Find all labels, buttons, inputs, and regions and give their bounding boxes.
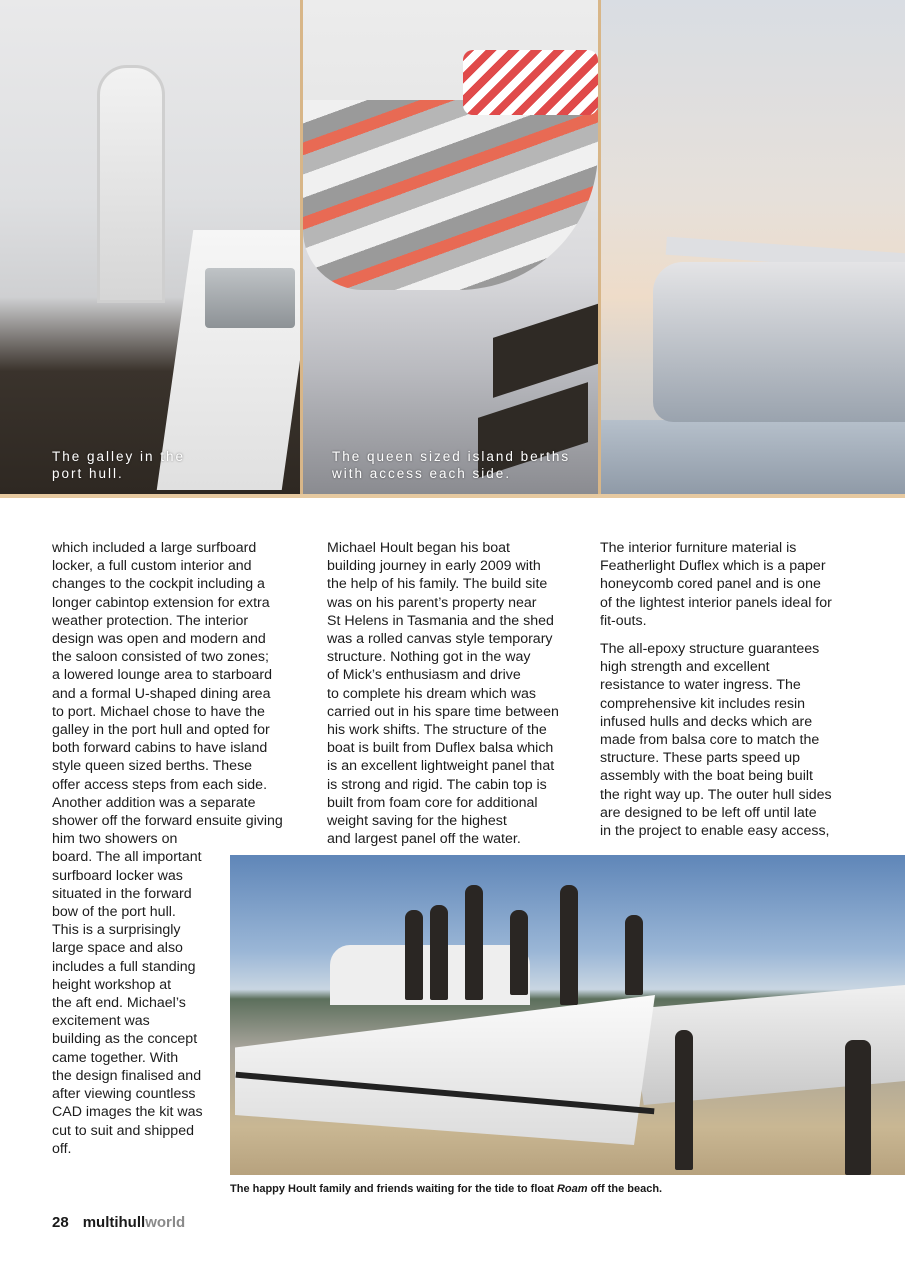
text-line: galley in the port hull and opted for xyxy=(52,722,270,739)
text-line: bow of the port hull. xyxy=(52,904,176,921)
person xyxy=(845,1040,871,1175)
text-line: to complete his dream which was xyxy=(327,685,536,702)
text-line: This is a surprisingly xyxy=(52,922,181,939)
text-line: built from foam core for additional xyxy=(327,794,538,811)
text-line: offer access steps from each side. xyxy=(52,776,268,793)
family-catamaran-photo xyxy=(230,855,905,1175)
text-line: The interior furniture material is xyxy=(600,540,797,556)
text-line: came together. With xyxy=(52,1049,179,1066)
paragraph xyxy=(600,539,832,630)
caption-text: off the beach. xyxy=(587,1183,663,1195)
text-line: was on his parent’s property near xyxy=(327,594,537,611)
text-line: building as the concept xyxy=(52,1031,198,1048)
paragraph xyxy=(327,539,559,848)
page-number: 28 xyxy=(52,1214,69,1231)
brand-bold: multihull xyxy=(82,1214,146,1231)
text-line: which included a large surfboard xyxy=(52,540,257,556)
text-line: both forward cabins to have island xyxy=(52,740,268,757)
text-line: to port. Michael chose to have the xyxy=(52,703,265,720)
caption-line: port hull. xyxy=(52,466,124,481)
text-line: building journey in early 2009 with xyxy=(327,558,541,575)
caption-text: The happy Hoult family and friends waiting for the tide to float xyxy=(230,1183,557,1195)
photo-frame-bottom xyxy=(0,494,905,498)
text-line: and a formal U-shaped dining area xyxy=(52,685,271,702)
galley-caption xyxy=(52,448,185,482)
text-line: shower off the forward ensuite giving xyxy=(52,813,283,830)
text-line: is an excellent lightweight panel that xyxy=(327,758,555,775)
text-line: surfboard locker was xyxy=(52,867,183,884)
catamaran-sunset-photo xyxy=(601,0,905,495)
text-line: changes to the cockpit including a xyxy=(52,576,265,593)
text-line: weather protection. The interior xyxy=(52,612,249,629)
text-line: honeycomb cored panel and is one xyxy=(600,576,821,593)
person xyxy=(675,1030,693,1170)
text-line: made from balsa core to match the xyxy=(600,732,820,749)
text-line: situated in the forward xyxy=(52,885,192,902)
person xyxy=(510,910,528,995)
bed xyxy=(303,100,598,290)
text-line: carried out in his spare time between xyxy=(327,703,559,720)
text-column-3 xyxy=(600,539,832,850)
text-line: board. The all important xyxy=(52,849,202,866)
caption-line: The galley in the xyxy=(52,449,186,464)
water xyxy=(601,420,905,495)
text-line: boat is built from Duflex balsa which xyxy=(327,740,554,757)
page-footer xyxy=(52,1214,185,1231)
person xyxy=(430,905,448,1000)
text-line: The all-epoxy structure guarantees xyxy=(600,641,820,658)
text-line: resistance to water ingress. The xyxy=(600,677,801,694)
text-line: infused hulls and decks which are xyxy=(600,713,813,730)
text-line: large space and also xyxy=(52,940,183,957)
text-line: cut to suit and shipped xyxy=(52,1122,194,1139)
text-line: of the lightest interior panels ideal for xyxy=(600,594,832,611)
text-column-2 xyxy=(327,539,559,858)
doorway xyxy=(97,65,165,303)
text-line: longer cabintop extension for extra xyxy=(52,594,270,611)
text-line: height workshop at xyxy=(52,976,172,993)
text-line: St Helens in Tasmania and the shed xyxy=(327,612,554,629)
text-line: the design finalised and xyxy=(52,1067,202,1084)
photo-caption xyxy=(230,1183,662,1195)
text-line: locker, a full custom interior and xyxy=(52,558,252,575)
text-line: was a rolled canvas style temporary xyxy=(327,631,553,648)
caption-line: with access each side. xyxy=(332,466,512,481)
text-line: design was open and modern and xyxy=(52,631,266,648)
text-line: him two showers on xyxy=(52,831,178,848)
galley-photo xyxy=(0,0,300,495)
person xyxy=(560,885,578,1005)
text-line: includes a full standing xyxy=(52,958,196,975)
text-line: are designed to be left off until late xyxy=(600,804,817,821)
person xyxy=(625,915,643,995)
paragraph xyxy=(600,640,832,840)
text-line: structure. Nothing got in the way xyxy=(327,649,531,666)
text-line: structure. These parts speed up xyxy=(600,750,801,767)
text-line: the help of his family. The build site xyxy=(327,576,548,593)
text-line: the saloon consisted of two zones; xyxy=(52,649,269,666)
person xyxy=(465,885,483,1000)
text-line: Featherlight Duflex which is a paper xyxy=(600,558,826,575)
brand-light: world xyxy=(145,1214,186,1231)
text-line: CAD images the kit was xyxy=(52,1104,203,1121)
text-line: off. xyxy=(52,1140,72,1157)
sink xyxy=(205,268,295,328)
text-line: a lowered lounge area to starboard xyxy=(52,667,273,684)
text-line: the right way up. The outer hull sides xyxy=(600,786,832,803)
text-line: high strength and excellent xyxy=(600,659,770,676)
pillow xyxy=(463,50,598,115)
boat-name: Roam xyxy=(556,1183,588,1195)
caption-line: The queen sized island berths xyxy=(332,449,571,464)
text-line: style queen sized berths. These xyxy=(52,758,253,775)
text-line: after viewing countless xyxy=(52,1086,196,1103)
text-line: assembly with the boat being built xyxy=(600,768,813,785)
text-line: is strong and rigid. The cabin top is xyxy=(327,776,547,793)
berth-photo xyxy=(303,0,598,495)
text-line: of Mick’s enthusiasm and drive xyxy=(327,667,521,684)
text-line: Michael Hoult began his boat xyxy=(327,540,510,556)
text-line: in the project to enable easy access, xyxy=(600,823,830,840)
text-line: Another addition was a separate xyxy=(52,794,256,811)
magazine-brand xyxy=(83,1214,186,1231)
text-line: the aft end. Michael’s xyxy=(52,995,186,1012)
berth-caption xyxy=(332,448,570,482)
text-line: his work shifts. The structure of the xyxy=(327,722,547,739)
person xyxy=(405,910,423,1000)
text-line: weight saving for the highest xyxy=(327,813,507,830)
text-line: comprehensive kit includes resin xyxy=(600,695,806,712)
text-line: and largest panel off the water. xyxy=(327,831,521,848)
text-line: fit-outs. xyxy=(600,612,647,629)
catamaran-hull xyxy=(235,995,655,1145)
hull xyxy=(653,262,905,422)
text-line: excitement was xyxy=(52,1013,150,1030)
